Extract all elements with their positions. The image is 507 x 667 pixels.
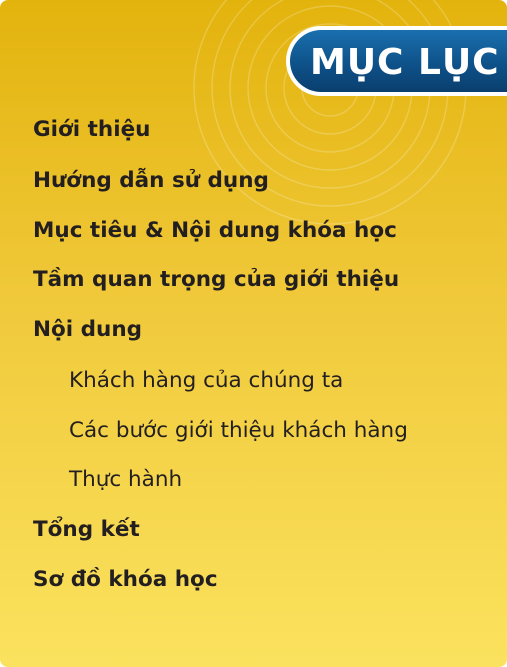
toc-item-noi-dung[interactable]: Nội dung [33, 317, 143, 342]
toc-subitem-khach-hang[interactable]: Khách hàng của chúng ta [69, 368, 344, 393]
page-title: MỤC LỤC [310, 42, 500, 83]
toc-item-tam-quan-trong[interactable]: Tầm quan trọng của giới thiệu [33, 267, 400, 292]
toc-subitem-thuc-hanh[interactable]: Thực hành [69, 467, 183, 492]
toc-item-tong-ket[interactable]: Tổng kết [33, 517, 140, 542]
toc-item-muc-tieu-noi-dung[interactable]: Mục tiêu & Nội dung khóa học [33, 218, 397, 243]
toc-item-gioi-thieu[interactable]: Giới thiệu [33, 117, 151, 142]
toc-item-so-do-khoa-hoc[interactable]: Sơ đồ khóa học [33, 567, 218, 592]
toc-subitem-cac-buoc[interactable]: Các bước giới thiệu khách hàng [69, 418, 408, 443]
toc-item-huong-dan-su-dung[interactable]: Hướng dẫn sử dụng [33, 168, 269, 193]
